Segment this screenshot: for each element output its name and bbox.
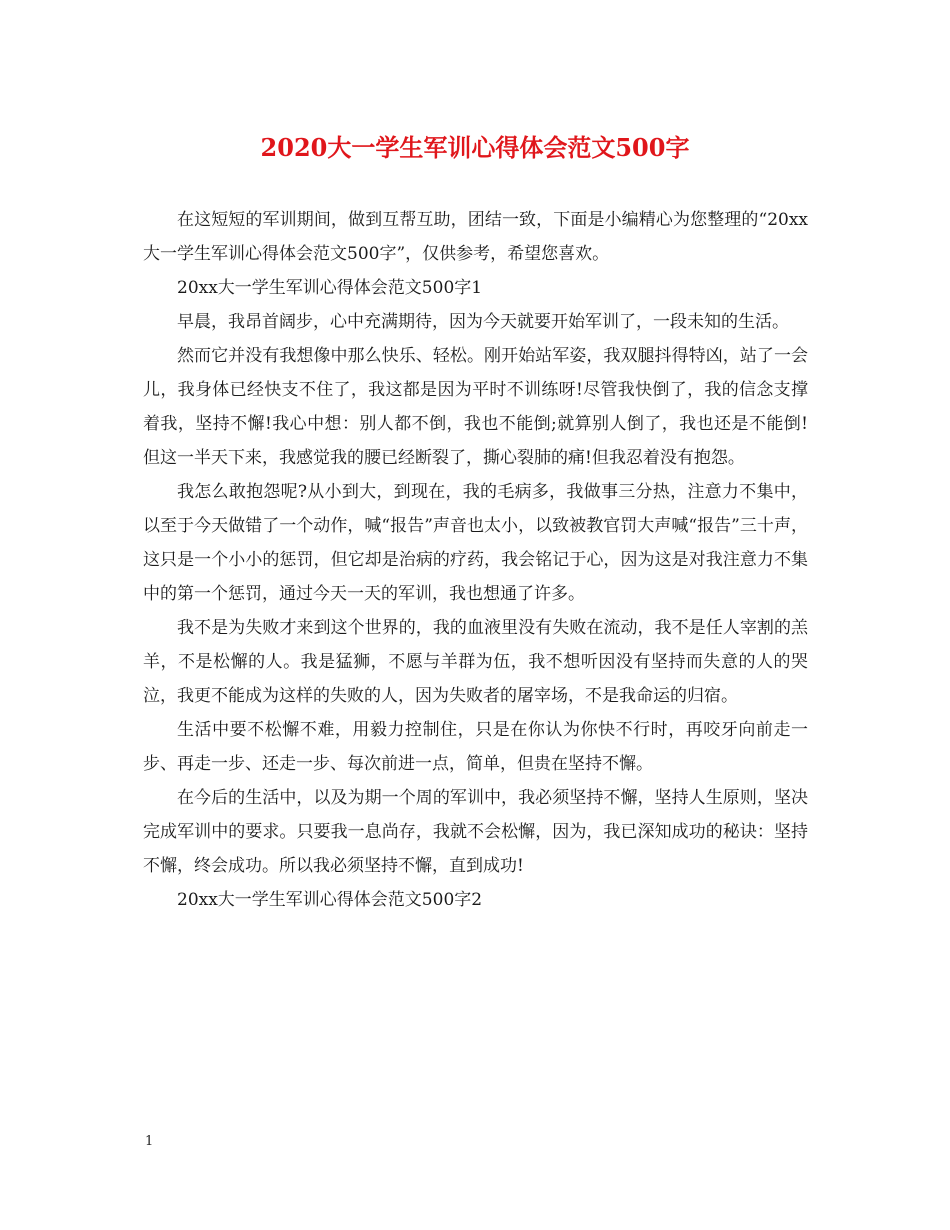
document-title: 2020大一学生军训心得体会范文500字 [260,133,690,162]
paragraph: 我怎么敢抱怨呢?从小到大，到现在，我的毛病多，我做事三分热，注意力不集中，以至于今天做错了一个动作，喊“报告”声音也太小，以致被教官罚大声喊“报告”三十声，这只是一个小小的惩罚，但它却是治病的疗药，我会铭记于心，因为这是对我注意力不集中的第一个惩罚，通过今天一天的军训，我也想通了许多。 [143,482,808,604]
paragraph: 早晨，我昂首阔步，心中充满期待，因为今天就要开始军训了，一段未知的生活。 [177,312,789,332]
page-number: 1 [145,1134,154,1149]
section-heading-1: 20xx大一学生军训心得体会范文500字1 [177,278,483,298]
paragraph: 我不是为失败才来到这个世界的，我的血液里没有失败在流动，我不是任人宰割的羔羊，不是松懈的人。我是猛狮，不愿与羊群为伍，我不想听因没有坚持而失意的人的哭泣，我更不能成为这样的失败的人，因为失败者的屠宰场，不是我命运的归宿。 [143,618,808,706]
paragraph: 在今后的生活中，以及为期一个周的军训中，我必须坚持不懈，坚持人生原则，坚决完成军训中的要求。只要我一息尚存，我就不会松懈，因为，我已深知成功的秘诀：坚持不懈，终会成功。所以我必须坚持不懈，直到成功! [143,788,808,876]
document-body [143,203,808,917]
paragraph: 然而它并没有我想像中那么快乐、轻松。刚开始站军姿，我双腿抖得特凶，站了一会儿，我身体已经快支不住了，我这都是因为平时不训练呀!尽管我快倒了，我的信念支撑着我，坚持不懈!我心中想：别人都不倒，我也不能倒;就算别人倒了，我也还是不能倒!但这一半天下来，我感觉我的腰已经断裂了，撕心裂肺的痛!但我忍着没有抱怨。 [143,346,808,468]
section-heading-2: 20xx大一学生军训心得体会范文500字2 [177,890,483,910]
paragraph: 生活中要不松懈不难，用毅力控制住，只是在你认为你快不行时，再咬牙向前走一步、再走一步、还走一步、每次前进一点，简单，但贵在坚持不懈。 [143,720,808,774]
paragraph-intro: 在这短短的军训期间，做到互帮互助，团结一致，下面是小编精心为您整理的“20xx大一学生军训心得体会范文500字”，仅供参考，希望您喜欢。 [143,210,808,264]
